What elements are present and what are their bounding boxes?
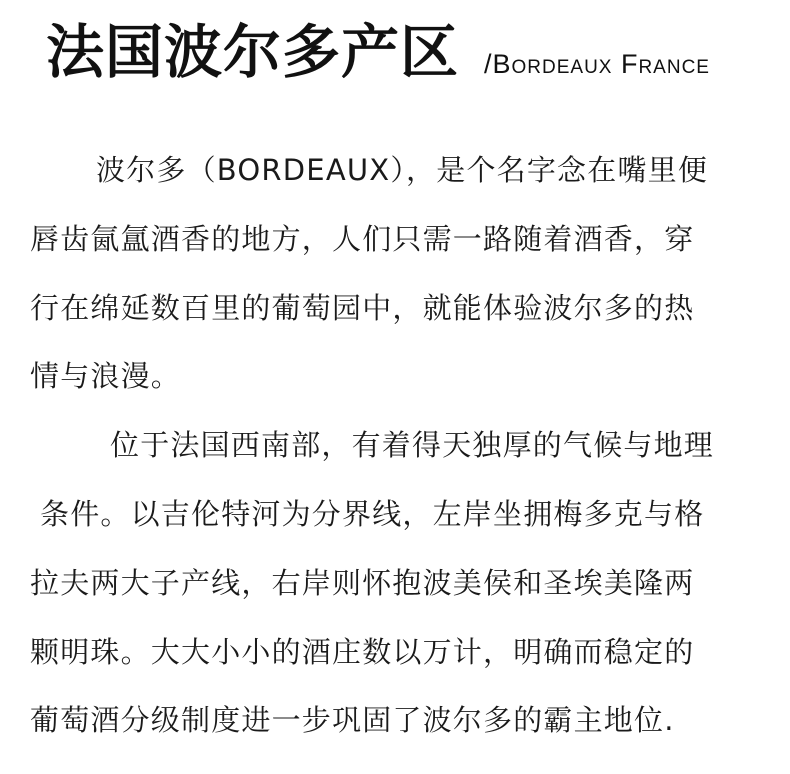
page-header [46, 14, 766, 94]
article-body [30, 150, 770, 769]
paragraph-intro [30, 150, 770, 425]
paragraph-geography [30, 425, 770, 769]
text-line: 行在绵延数百里的葡萄园中，就能体验波尔多的热 [30, 290, 695, 325]
page-subtitle: /Bordeaux France [484, 49, 710, 79]
text-line: 颗明珠。大大小小的酒庄数以万计，明确而稳定的 [30, 634, 695, 669]
text-line: 唇齿氤氲酒香的地方，人们只需一路随着酒香，穿 [30, 221, 695, 256]
text-line: 葡萄酒分级制度进一步巩固了波尔多的霸主地位. [30, 703, 675, 738]
text-line: 拉夫两大子产线，右岸则怀抱波美侯和圣埃美隆两 [30, 565, 695, 600]
text-line: 波尔多（BORDEAUX），是个名字念在嘴里便 [96, 153, 709, 187]
text-line: 情与浪漫。 [30, 359, 182, 394]
text-line: 位于法国西南部，有着得天独厚的气候与地理 [110, 428, 715, 463]
page-title: 法国波尔多产区 [46, 18, 460, 86]
text-line: 条件。以吉伦特河为分界线，左岸坐拥梅多克与格 [40, 496, 705, 531]
